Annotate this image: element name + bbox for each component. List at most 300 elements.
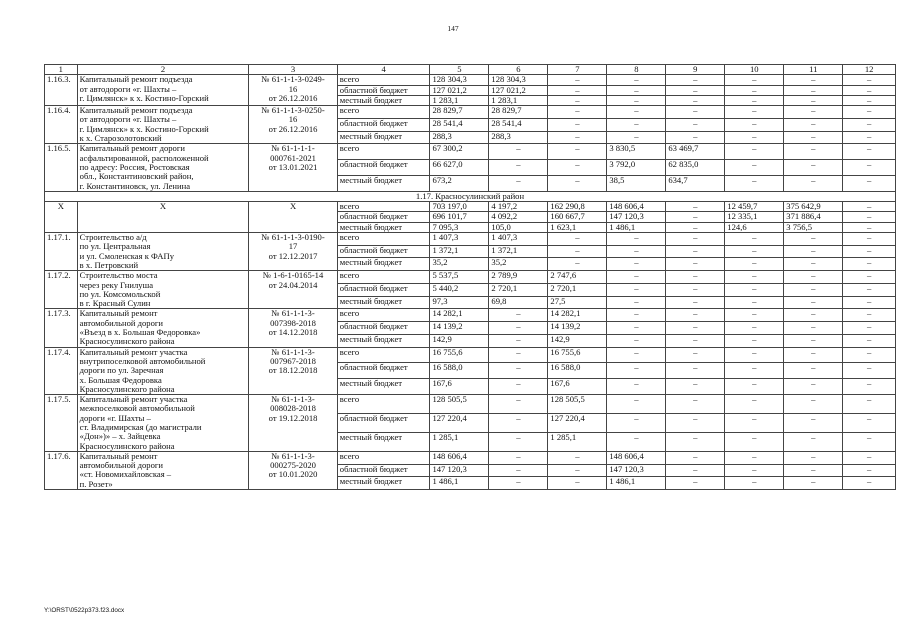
project-description-line: Капитальный ремонт (79, 451, 158, 461)
funding-source: областной бюджет (337, 464, 430, 477)
project-description-line: х. Большая Федоровка (79, 374, 162, 385)
amount-cell: – (843, 334, 896, 347)
project-description (77, 395, 249, 452)
amount-cell: 2 720,1 (548, 283, 607, 296)
project-description-line: от автодороги «г. Шахты – (79, 83, 177, 94)
amount-cell: – (548, 144, 607, 160)
amount-cell: 673,2 (430, 176, 489, 192)
amount-cell: 105,0 (489, 222, 548, 232)
funding-source: всего (337, 106, 430, 119)
amount-cell: 634,7 (666, 176, 725, 192)
amount-cell: 128 304,3 (489, 75, 548, 85)
amount-cell: – (784, 233, 843, 246)
funding-source: областной бюджет (337, 245, 430, 258)
amount-cell: 14 139,2 (548, 322, 607, 335)
amount-cell: – (607, 296, 666, 309)
amount-cell: – (607, 322, 666, 335)
document-reference-line: 16 (288, 114, 298, 125)
document-reference-line: от 24.04.2014 (268, 279, 318, 290)
amount-cell: – (607, 271, 666, 284)
amount-cell: – (843, 322, 896, 335)
project-description-line: «ст. Новомихайловская – (79, 469, 172, 480)
amount-cell: – (725, 75, 784, 85)
amount-cell: 5 440,2 (430, 283, 489, 296)
project-description (77, 106, 249, 144)
amount-cell: – (784, 118, 843, 131)
amount-cell: – (607, 414, 666, 433)
amount-cell: – (666, 118, 725, 131)
amount-cell: – (666, 477, 725, 490)
amount-cell: 1 285,1 (548, 432, 607, 451)
amount-cell: 16 755,6 (430, 347, 489, 363)
amount-cell: 67 300,2 (430, 144, 489, 160)
amount-cell: 147 120,3 (607, 464, 666, 477)
amount-cell: – (489, 309, 548, 322)
funding-source: всего (337, 144, 430, 160)
amount-cell: – (784, 176, 843, 192)
document-reference-line: № 1-6-1-0165-14 (262, 270, 324, 281)
amount-cell: – (843, 283, 896, 296)
project-description (77, 233, 249, 271)
amount-cell: – (843, 477, 896, 490)
amount-cell: – (843, 176, 896, 192)
amount-cell: – (666, 258, 725, 271)
project-description-line: «Дон»)» – х. Зайцевка (79, 431, 161, 442)
amount-cell: 288,3 (489, 131, 548, 144)
amount-cell: – (725, 144, 784, 160)
amount-cell: – (843, 245, 896, 258)
amount-cell: 127 021,2 (489, 85, 548, 95)
column-header: 1 (45, 65, 78, 75)
project-description (77, 202, 249, 233)
project-description-line: Капитальный ремонт (79, 308, 158, 319)
amount-cell: – (548, 464, 607, 477)
amount-cell: – (607, 131, 666, 144)
amount-cell: – (548, 85, 607, 95)
amount-cell: – (666, 95, 725, 105)
project-description-line: Х (159, 201, 167, 212)
amount-cell: 1 486,1 (430, 477, 489, 490)
amount-cell: 142,9 (430, 334, 489, 347)
amount-cell: – (725, 283, 784, 296)
document-reference-line: 17 (288, 241, 298, 252)
amount-cell: 27,5 (548, 296, 607, 309)
amount-cell: – (548, 118, 607, 131)
table-row (45, 202, 896, 212)
amount-cell: 696 101,7 (430, 212, 489, 222)
amount-cell: – (784, 414, 843, 433)
project-description-line: г. Цимлянск» к х. Костино-Горский (79, 123, 209, 134)
amount-cell: – (666, 395, 725, 414)
document-reference-line: от 19.12.2018 (268, 412, 318, 423)
document-reference-line: от 10.01.2020 (268, 469, 318, 480)
funding-source: местный бюджет (337, 477, 430, 490)
amount-cell: – (784, 131, 843, 144)
amount-cell: 127 021,2 (430, 85, 489, 95)
column-header: 5 (430, 65, 489, 75)
amount-cell: 148 606,4 (607, 202, 666, 212)
document-reference-line: от 26.12.2016 (268, 92, 318, 103)
document-reference-line: № 61-1-1-3- (271, 308, 315, 319)
amount-cell: – (843, 414, 896, 433)
region-header-row (45, 191, 896, 201)
project-description-line: асфальтированной, расположенной (79, 152, 209, 163)
amount-cell: – (666, 432, 725, 451)
amount-cell: – (607, 432, 666, 451)
amount-cell: – (784, 451, 843, 464)
amount-cell: – (843, 296, 896, 309)
project-description-line: Капитальный ремонт подъезда (79, 105, 193, 116)
amount-cell: – (489, 379, 548, 395)
amount-cell: – (489, 477, 548, 490)
amount-cell: – (725, 432, 784, 451)
amount-cell: – (784, 322, 843, 335)
amount-cell: – (666, 322, 725, 335)
amount-cell: – (843, 451, 896, 464)
amount-cell: – (725, 414, 784, 433)
amount-cell: 28 829,7 (430, 106, 489, 119)
project-description-line: г. Цимлянск» к х. Костино-Горский (79, 92, 209, 103)
table-row (45, 395, 896, 414)
amount-cell: 14 282,1 (430, 309, 489, 322)
amount-cell: – (843, 258, 896, 271)
project-description-line: к х. Старозолотовский (79, 133, 162, 144)
amount-cell: 148 606,4 (430, 451, 489, 464)
region-title: 1.17. Красносулинский район (45, 191, 896, 201)
amount-cell: – (666, 334, 725, 347)
amount-cell: – (548, 477, 607, 490)
amount-cell: – (607, 347, 666, 363)
row-number: 1.16.5. (45, 144, 78, 191)
amount-cell: – (784, 160, 843, 176)
project-description-line: и ул. Смоленская к ФАПу (79, 250, 175, 261)
amount-cell: – (784, 347, 843, 363)
amount-cell: 69,8 (489, 296, 548, 309)
column-header: 2 (77, 65, 249, 75)
document-reference (249, 144, 337, 191)
amount-cell: 35,2 (430, 258, 489, 271)
amount-cell: – (784, 144, 843, 160)
document-reference-line: от 13.01.2021 (268, 161, 318, 172)
document-reference (249, 75, 337, 106)
amount-cell: – (784, 477, 843, 490)
amount-cell: 28 541,4 (489, 118, 548, 131)
row-number: 1.17.4. (45, 347, 78, 394)
amount-cell: – (725, 334, 784, 347)
amount-cell: – (843, 160, 896, 176)
amount-cell: – (843, 85, 896, 95)
amount-cell: – (548, 176, 607, 192)
amount-cell: – (666, 222, 725, 232)
amount-cell: – (725, 395, 784, 414)
project-description-line: обл., Константиновский район, (79, 171, 194, 182)
funding-source: всего (337, 395, 430, 414)
amount-cell: 147 120,3 (607, 212, 666, 222)
project-description (77, 75, 249, 106)
amount-cell: – (607, 379, 666, 395)
amount-cell: – (843, 144, 896, 160)
project-description (77, 309, 249, 347)
amount-cell: – (548, 131, 607, 144)
table-row (45, 309, 896, 322)
amount-cell: 16 755,6 (548, 347, 607, 363)
amount-cell: 147 120,3 (430, 464, 489, 477)
amount-cell: – (725, 176, 784, 192)
funding-source: областной бюджет (337, 283, 430, 296)
funding-source: всего (337, 233, 430, 246)
column-header: 7 (548, 65, 607, 75)
amount-cell: 703 197,0 (430, 202, 489, 212)
amount-cell: – (725, 233, 784, 246)
amount-cell: – (666, 363, 725, 379)
amount-cell: – (607, 245, 666, 258)
amount-cell: – (784, 106, 843, 119)
amount-cell: – (666, 75, 725, 85)
amount-cell: – (607, 258, 666, 271)
row-number: Х (45, 202, 78, 233)
amount-cell: 16 588,0 (548, 363, 607, 379)
amount-cell: – (666, 451, 725, 464)
project-description-line: Капитальный ремонт дороги (79, 143, 185, 154)
document-reference (249, 451, 337, 489)
project-description-line: г. Константиновск, ул. Ленина (79, 180, 191, 191)
funding-source: областной бюджет (337, 414, 430, 433)
amount-cell: – (784, 309, 843, 322)
table-row (45, 451, 896, 464)
amount-cell: – (843, 106, 896, 119)
amount-cell: – (784, 464, 843, 477)
amount-cell: – (843, 131, 896, 144)
amount-cell: – (666, 233, 725, 246)
document-reference-line: 000761-2021 (270, 152, 316, 163)
project-description-line: автомобильной дороги (79, 317, 164, 328)
amount-cell: – (725, 464, 784, 477)
amount-cell: 1 283,1 (489, 95, 548, 105)
funding-source: местный бюджет (337, 379, 430, 395)
row-number: 1.17.1. (45, 233, 78, 271)
amount-cell: – (725, 131, 784, 144)
amount-cell: – (489, 395, 548, 414)
document-reference-line: от 14.12.2018 (268, 327, 318, 338)
amount-cell: 167,6 (548, 379, 607, 395)
amount-cell: – (489, 451, 548, 464)
funding-source: областной бюджет (337, 322, 430, 335)
funding-source: областной бюджет (337, 160, 430, 176)
amount-cell: 38,5 (607, 176, 666, 192)
document-reference (249, 347, 337, 394)
amount-cell: – (489, 160, 548, 176)
funding-source: всего (337, 271, 430, 284)
amount-cell: 12 335,1 (725, 212, 784, 222)
amount-cell: – (725, 118, 784, 131)
amount-cell: 167,6 (430, 379, 489, 395)
amount-cell: 12 459,7 (725, 202, 784, 212)
document-reference (249, 202, 337, 233)
funding-source: всего (337, 451, 430, 464)
document-reference-line: № 61-1-1-3- (271, 347, 315, 357)
column-header: 9 (666, 65, 725, 75)
project-description-line: межпоселковой автомобильной (79, 403, 195, 414)
amount-cell: – (607, 106, 666, 119)
amount-cell: – (725, 477, 784, 490)
amount-cell: – (725, 271, 784, 284)
amount-cell: – (666, 347, 725, 363)
document-reference (249, 309, 337, 347)
amount-cell: 1 623,1 (548, 222, 607, 232)
amount-cell: – (784, 432, 843, 451)
amount-cell: 4 092,2 (489, 212, 548, 222)
amount-cell: – (548, 233, 607, 246)
amount-cell: 128 505,5 (430, 395, 489, 414)
funding-source: местный бюджет (337, 296, 430, 309)
footer-file-path: Y:\ORST\0522p373.f23.docx (44, 607, 125, 614)
funding-source: местный бюджет (337, 176, 430, 192)
amount-cell: – (784, 75, 843, 85)
amount-cell: 127 220,4 (548, 414, 607, 433)
project-description-line: автомобильной дороги (79, 460, 164, 471)
amount-cell: – (784, 95, 843, 105)
amount-cell: – (725, 258, 784, 271)
document-reference-line: 007967-2018 (270, 355, 316, 366)
amount-cell: – (548, 106, 607, 119)
amount-cell: – (725, 106, 784, 119)
amount-cell: 28 541,4 (430, 118, 489, 131)
table-row (45, 106, 896, 119)
amount-cell: 3 756,5 (784, 222, 843, 232)
funding-source: местный бюджет (337, 131, 430, 144)
amount-cell: – (666, 296, 725, 309)
amount-cell: – (607, 118, 666, 131)
amount-cell: 2 720,1 (489, 283, 548, 296)
amount-cell: – (607, 85, 666, 95)
project-description-line: дороги по ул. Заречная (79, 365, 164, 376)
project-description-line: Капитальный ремонт участка (79, 347, 188, 357)
column-header: 4 (337, 65, 430, 75)
amount-cell: – (784, 85, 843, 95)
amount-cell: – (784, 271, 843, 284)
amount-cell: – (666, 131, 725, 144)
amount-cell: 371 886,4 (784, 212, 843, 222)
column-header: 8 (607, 65, 666, 75)
amount-cell: 288,3 (430, 131, 489, 144)
budget-table (44, 64, 896, 490)
funding-source: местный бюджет (337, 432, 430, 451)
amount-cell: – (784, 245, 843, 258)
amount-cell: – (843, 432, 896, 451)
document-reference-line: 007398-2018 (270, 317, 316, 328)
amount-cell: – (725, 379, 784, 395)
amount-cell: – (725, 363, 784, 379)
amount-cell: – (784, 379, 843, 395)
project-description-line: Красносулинского района (79, 383, 175, 394)
row-number: 1.16.3. (45, 75, 78, 106)
project-description-line: п. Розет» (79, 478, 113, 489)
amount-cell: – (725, 451, 784, 464)
project-description (77, 144, 249, 191)
amount-cell: – (548, 245, 607, 258)
project-description-line: по ул. Центральная (79, 241, 151, 252)
amount-cell: – (548, 451, 607, 464)
document-reference (249, 106, 337, 144)
amount-cell: 2 789,9 (489, 271, 548, 284)
amount-cell: – (843, 309, 896, 322)
amount-cell: 148 606,4 (607, 451, 666, 464)
amount-cell: – (489, 347, 548, 363)
project-description-line: дороги «г. Шахты – (79, 412, 151, 423)
amount-cell: – (843, 271, 896, 284)
amount-cell: – (607, 95, 666, 105)
column-header: 11 (784, 65, 843, 75)
amount-cell: – (725, 245, 784, 258)
amount-cell: – (489, 414, 548, 433)
amount-cell: – (725, 95, 784, 105)
amount-cell: – (666, 271, 725, 284)
amount-cell: 124,6 (725, 222, 784, 232)
project-description-line: по ул. Комсомольской (79, 288, 161, 299)
funding-source: областной бюджет (337, 363, 430, 379)
document-reference (249, 395, 337, 452)
amount-cell: 1 486,1 (607, 222, 666, 232)
amount-cell: – (843, 75, 896, 85)
amount-cell: 62 835,0 (666, 160, 725, 176)
funding-source: всего (337, 309, 430, 322)
project-description-line: Строительство моста (79, 270, 158, 281)
project-description (77, 347, 249, 394)
amount-cell: – (548, 75, 607, 85)
column-header: 3 (249, 65, 337, 75)
amount-cell: 28 829,7 (489, 106, 548, 119)
amount-cell: – (843, 233, 896, 246)
document-reference-line: № 61-1-1-3- (271, 451, 315, 461)
amount-cell: – (843, 212, 896, 222)
amount-cell: 128 304,3 (430, 75, 489, 85)
amount-cell: – (548, 160, 607, 176)
amount-cell: – (725, 347, 784, 363)
document-reference-line: № 61-1-1-3-0249- (261, 74, 325, 85)
amount-cell: 3 792,0 (607, 160, 666, 176)
funding-source: всего (337, 75, 430, 85)
amount-cell: – (843, 464, 896, 477)
amount-cell: – (784, 334, 843, 347)
funding-source: областной бюджет (337, 118, 430, 131)
amount-cell: 1 372,1 (489, 245, 548, 258)
document-reference-line: от 18.12.2018 (268, 365, 318, 376)
project-description-line: через реку Гнилуша (79, 279, 154, 290)
document-reference-line: № 61-1-1-3-0190- (261, 232, 325, 243)
document-reference-line: № 61-1-1-3- (271, 394, 315, 405)
column-header: 10 (725, 65, 784, 75)
table-row (45, 233, 896, 246)
amount-cell: 1 283,1 (430, 95, 489, 105)
document-reference-line: Х (289, 201, 297, 212)
project-description-line: в х. Петровский (79, 259, 139, 270)
amount-cell: – (843, 202, 896, 212)
amount-cell: – (725, 309, 784, 322)
table-row (45, 144, 896, 160)
amount-cell: – (725, 296, 784, 309)
amount-cell: 1 372,1 (430, 245, 489, 258)
amount-cell: – (607, 334, 666, 347)
amount-cell: 35,2 (489, 258, 548, 271)
amount-cell: 375 642,9 (784, 202, 843, 212)
amount-cell: 127 220,4 (430, 414, 489, 433)
document-reference-line: № 61-1-1-1- (271, 143, 315, 154)
amount-cell: – (666, 309, 725, 322)
amount-cell: – (666, 283, 725, 296)
project-description-line: «Въезд в х. Большая Федоровка» (79, 327, 201, 338)
funding-source: областной бюджет (337, 85, 430, 95)
amount-cell: 63 469,7 (666, 144, 725, 160)
